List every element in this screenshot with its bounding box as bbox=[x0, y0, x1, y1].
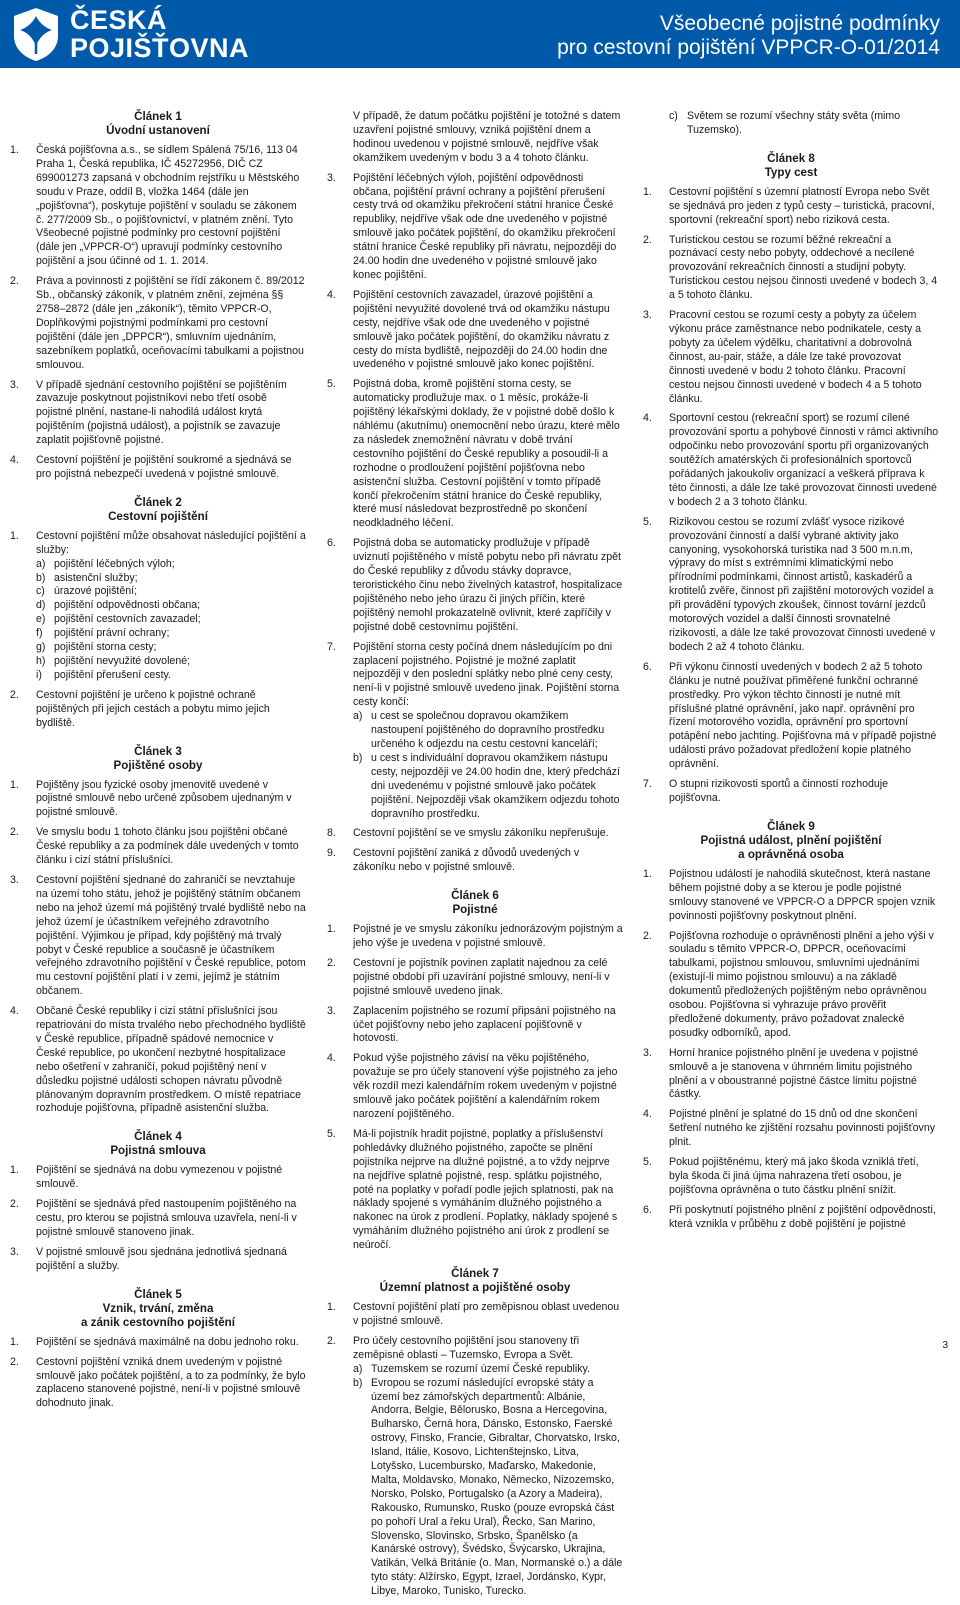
article-title: Článek 6 bbox=[451, 889, 499, 903]
article-subtitle: Pojistná smlouva bbox=[110, 1144, 206, 1158]
article-subtitle: a zánik cestovního pojištění bbox=[81, 1315, 235, 1329]
article-subtitle: Pojištěné osoby bbox=[113, 758, 203, 772]
paragraph: 3. Pracovní cestou se rozumí cesty a pobyty za účelem výkonu práce zaměstnance nebo podnikatele, cesty a pobyty za účelem výdělku, charitativní a dobrovolná činnost, au-pair, stáže, a dále lze také provozovat činnosti uvedené v bodu 2 tohoto článku. Pracovní cestou nejsou činnosti uvedené v bodech 4 a 5 tohoto článku. bbox=[643, 309, 922, 405]
paragraph: 1. Pojištěny jsou fyzické osoby jmenovitě uvedené v pojistné smlouvě nebo určené způsobem ujednaným v pojistné smlouvě. bbox=[10, 778, 292, 819]
paragraph: 1. Česká pojišťovna a.s., se sídlem Spálená 75/16, 113 04 Praha 1, Česká republika, IČ 45272956, DIČ CZ 699001273 zapsaná v obchodním rejstříku u Městského soudu v Praze, oddíl B, vložka 1464 (dále jen „pojišťovna“), poskytuje pojištění v souladu se zákonem č. 277/2009 Sb., o pojišťovnictví, v platném znění. Tyto Všeobecné pojistné podmínky pro cestovní pojištění (dále jen „VPPCR-O“) upravují podmínky cestovního pojištění a jsou účinné od 1. 1. 2014. bbox=[10, 144, 300, 268]
list-item: b) u cest s individuální dopravou okamžikem nástupu cesty, nejpozději ve 24.00 hodin dne, který předchází dni uvedenému v pojistné smlouvě jako počátek pojištění. Nejpozději však okamžikem odjezdu tohoto dopravního prostředku. bbox=[353, 751, 620, 820]
article-2-heading bbox=[10, 496, 306, 524]
paragraph: 1. Pojistné je ve smyslu zákoníku jednorázovým pojistným a jeho výše je uvedena v pojistné smlouvě. bbox=[327, 923, 623, 950]
list-item: g) pojištění storna cesty; bbox=[36, 641, 157, 654]
article-subtitle: Úvodní ustanovení bbox=[106, 124, 210, 137]
paragraph: 1. Pojištění se sjednává na dobu vymezenou v pojistné smlouvě. bbox=[10, 1164, 283, 1191]
paragraph: 1. Pojistnou událostí je nahodilá skutečnost, která nastane během pojistné doby a se kterou je podle pojistné smlouvy stanovené ve VPPCR-O a DPPCR spojen vznik povinnosti pojišťovny poskytnout plnění. bbox=[643, 867, 936, 922]
paragraph: 3. Cestovní pojištění sjednané do zahraničí se nevztahuje na území toho státu, jehož je pojištěný státním občanem nebo na jehož území má pojištěný trvalé bydliště nebo na jehož území je účastníkem veřejného zdravotního pojištění. Výjimkou je případ, kdy pojištěný má trvalý pobyt v České republice a současně je účastníkem veřejného zdravotního pojištění v České republice, potom mu cestovní pojištění platí i v zemi, jejímž je státním občanem. bbox=[10, 873, 306, 998]
article-subtitle: Územní platnost a pojištěné osoby bbox=[379, 1281, 571, 1295]
paragraph: 3. V pojistné smlouvě jsou sjednána jednotlivá sjednaná pojištění a služby. bbox=[10, 1245, 287, 1272]
paragraph: 4. Sportovní cestou (rekreační sport) se rozumí cílené provozování sportu a pohybové činnosti v rámci aktivního odpočinku nebo provozování sportu při organizovaných soutěžích amatérských či profesionálních sportovců pořádaných jakoukoliv organizací a veškerá příprava k této činnosti, a dále lze také provozovat činnosti uvedené v bodech 2 a 3 tohoto článku. bbox=[643, 412, 939, 508]
paragraph: 6. Pojistná doba se automaticky prodlužuje v případě uviznutí pojištěného v místě pobytu nebo při návratu zpět do České republiky z důvodu stávky dopravce, teroristického činu nebo živelných katastrof, hospitalizace pojištěného nebo jeho úrazu či jiných příčin, které pojištěný nemohl prokazatelně ovlivnit, které zapříčily v pojistné době cestovnímu pojištění. bbox=[327, 537, 623, 633]
paragraph: 1. Cestovní pojištění s územní platností Evropa nebo Svět se sjednává pro jeden z typů cesty – turistická, pracovní, sportovní (rekreační sport) nebo riziková cesta. bbox=[643, 185, 935, 226]
column-1 bbox=[10, 110, 306, 1417]
list-item: e) pojištění cestovních zavazadel; bbox=[36, 613, 201, 626]
paragraph: 4. Pojistné plnění je splatné do 15 dnů od dne skončení šetření nutného ke zjištění rozsahu povinnosti pojišťovny plnit. bbox=[643, 1108, 936, 1149]
paragraph: 7. Pojištění storna cesty počíná dnem následujícím po dni zaplacení pojistného. Pojistné je možné zaplatit nejpozději v den poslední splátky nebo plné ceny cesty, není-li v pojistné smlouvě uvedeno jinak. Pojištění storna cesty končí: a) u cest se společnou dopravou okamžikem nastoupení pojištěného do dopravního prostředku určeného k odjezdu na cestu cestovní kanceláří; b) u cest s individuální dopravou okamžikem nástupu cesty, nejpozději ve 24.00 hodin dne, který předchází dni uvedenému v pojistné smlouvě jako počátek pojištění. Nejpozději však okamžikem odjezdu tohoto dopravního prostředku. bbox=[327, 641, 623, 822]
paragraph: 3. Zaplacením pojistného se rozumí připsání pojistného na účet pojišťovny nebo jeho zaplacení pojišťovně v hotovosti. bbox=[327, 1004, 616, 1045]
list-item: c) úrazové pojištění; bbox=[36, 585, 138, 598]
article-1-heading bbox=[10, 110, 306, 138]
article-subtitle: Cestovní pojištění bbox=[108, 509, 208, 523]
logo-line-1: ČESKÁ bbox=[70, 5, 168, 35]
paragraph: 5. Má-li pojistník hradit pojistné, poplatky a příslušenství pohledávky dlužného pojistného, započte se plnění pojistníka nejprve na dlužné pojistné, a to vždy nejprve na nejdříve splatné pojistné, resp. splátku pojistného, poté na poplatky v pořadí podle jejich splatnosti, pak na náklady spojené s vymáháním dlužného pojistného a nakonec na úrok z prodlení. Poplatky, náklady spojené s vymáháním dlužného pojistného ani úrok z prodlení se neúročí. bbox=[327, 1127, 618, 1252]
paragraph: 7. O stupni rizikovosti sportů a činností rozhoduje pojišťovna. bbox=[643, 778, 889, 804]
column-2 bbox=[327, 110, 623, 1605]
list-item: f) pojištění právní ochrany; bbox=[36, 627, 170, 640]
paragraph: 1. Pojištění se sjednává maximálně na dobu jednoho roku. bbox=[10, 1335, 299, 1348]
paragraph: 2. Pro účely cestovního pojištění jsou stanoveny tři zeměpisné oblasti – Tuzemsko, Evropa a Svět. a) Tuzemskem se rozumí území České republiky. b) Evropou se rozumí následující evropské státy a území bez zámořských departmentů: Albánie, Andorra, Belgie, Bělorusko, Bosna a Hercegovina, Bulharsko, Černá hora, Dánsko, Estonsko, Faerské ostrovy, Finsko, Francie, Gibraltar, Chorvatsko, Irsko, Island, Itálie, Kosovo, Lichtenštejnsko, Litva, Lotyšsko, Lucembursko, Maďarsko, Makedonie, Malta, Moldavsko, Monako, Německo, Nizozemsko, Norsko, Polsko, Portugalsko (a Azory a Madeira), Rakousko, Rumunsko, Rusko (pouze evropská část po pohoří Ural a řeku Ural), Řecko, San Marino, Slovensko, Slovinsko, Srbsko, Španělsko (a Kanárské ostrovy), Švédsko, Švýcarsko, Ukrajina, Vatikán, Velká Británie (o. Man, Normanské o.) a dále tyto státy: Alžírsko, Egypt, Izrael, Jordánsko, Kypr, Libye, Maroko, Tunisko, Turecko. bbox=[327, 1334, 623, 1598]
paragraph: 2. Práva a povinnosti z pojištění se řídí zákonem č. 89/2012 Sb., občanský zákoník, v platném znění, zejména §§ 2758–2872 (dále jen „zákoník“), těmito VPPCR-O, Doplňkovými pojistnými podmínkami pro cestovní pojištění (dále jen „DPPCR“), smluvním ujednáním, sazebníkem poplatků, oceňovacími tabulkami a pojistnou smlouvou. bbox=[10, 275, 305, 371]
article-7-heading bbox=[327, 1267, 623, 1295]
article-subtitle: a oprávněná osoba bbox=[738, 847, 844, 861]
article-3-heading bbox=[10, 745, 306, 773]
paragraph: 4. Pojištění cestovních zavazadel, úrazové pojištění a pojištění nevyužité dovolené trvá od okamžiku nástupu cesty, nejdříve však ode dne uvedeného v pojistné smlouvě jako počátek pojištění, do okamžiku návratu z cesty do místa bydliště, nejpozději do 24.00 hodin dne uvedeného v pojistné smlouvě jako konec pojištění. bbox=[327, 288, 610, 371]
article-4-heading bbox=[10, 1130, 306, 1158]
header-bar bbox=[0, 0, 960, 68]
paragraph: 9. Cestovní pojištění zaniká z důvodů uvedených v zákoníku nebo v pojistné smlouvě. bbox=[327, 847, 580, 874]
list-item: d) pojištění odpovědnosti občana; bbox=[36, 599, 201, 612]
article-subtitle: Pojistné bbox=[452, 903, 498, 917]
article-8-heading bbox=[643, 152, 939, 180]
article-subtitle: Typy cest bbox=[764, 165, 818, 179]
company-logo bbox=[10, 4, 248, 64]
article-subtitle: Vznik, trvání, změna bbox=[102, 1301, 214, 1315]
paragraph: 2. Ve smyslu bodu 1 tohoto článku jsou pojištěni občané České republiky a za podmínek dále uvedených v tomto článku i cizí státní příslušníci. bbox=[10, 826, 299, 867]
paragraph: 1. Cestovní pojištění může obsahovat následující pojištění a služby: a) pojištění léčebných výloh; b) asistenční služby; c) úrazové pojištění; d) pojištění odpovědnosti občana; e) pojištění cestovních zavazadel; f) pojištění právní ochrany; g) pojištění storna cesty; h) pojištění nevyužité dovolené; i) pojištění přerušení cesty. bbox=[10, 529, 306, 681]
document-title-line-2: pro cestovní pojištění VPPCR-O-01/2014 bbox=[557, 36, 940, 59]
paragraph: 2. Cestovní pojištění je určeno k pojistné ochraně pojištěných při jejich cestách a pobytu mimo jejich bydliště. bbox=[10, 688, 270, 729]
article-title: Článek 5 bbox=[134, 1287, 182, 1301]
paragraph: 6. Při výkonu činností uvedených v bodech 2 až 5 tohoto článku je nutné používat přiměřené funkční ochranné prostředky. Pro výkon těchto činností je nutné mít příslušné platné oprávnění, jako např. oprávnění pro řízení motorového vozidla, oprávnění pro sportovní potápění nebo jachting. Pojišťovna má v případě pojistné události právo požadovat předložení kopie platného oprávnění. bbox=[643, 660, 937, 771]
article-title: Článek 2 bbox=[134, 495, 182, 509]
paragraph: 2. Cestovní pojištění vzniká dnem uvedeným v pojistné smlouvě jako počátek pojištění, a to za podmínky, že bylo zaplaceno stanovené pojistné, není-li v pojistné smlouvě dohodnuto jinak. bbox=[10, 1355, 306, 1410]
paragraph: 5. Pokud pojištěnému, který má jako škoda vzniklá třetí, byla škoda či jiná újma nahrazena třetí osobou, je pojišťovna oprávněna o tuto částku plnění snížit. bbox=[643, 1156, 919, 1196]
article-subtitle: Pojistná událost, plnění pojištění bbox=[700, 833, 882, 847]
paragraph: 4. Cestovní pojištění je pojištění soukromé a sjednává se pro pojistná nebezpečí uvedená v pojistné smlouvě. bbox=[10, 454, 292, 480]
paragraph: 3. Pojištění léčebných výloh, pojištění odpovědnosti občana, pojištění právní ochrany a pojištění přerušení cesty trvá od okamžiku překročení státní hranice České republiky, nejdříve však ode dne uvedeného v pojistné smlouvě jako počátek pojištění, do okamžiku překročení státní hranice České republiky při návratu, nejpozději do 24.00 hodin dne uvedeného v pojistné smlouvě jako konec pojištění. bbox=[327, 171, 617, 281]
paragraph: 5. Rizikovou cestou se rozumí zvlášť vysoce rizikové provozování činností a další vybrané aktivity jako canyoning, vysokohorská turistika nad 3 500 m.n.m, výpravy do míst s extrémními klimatickými nebo přírodními podmínkami, činnost artistů, kaskadérů a krotitelů zvěře, činnost při zajištění motorových vozidel a při provádění typových zkoušek, činnost tovární jezdců motorových vozidel a další činnosti srovnatelné rizikovosti, a dále lze také provozovat činnosti uvedené v bodech 2 až 4 tohoto článku. bbox=[643, 515, 936, 653]
paragraph: V případě, že datum počátku pojištění je totožné s datem uzavření pojistné smlouvy, vzniká pojištění dnem a hodinou uvedenou v pojistné smlouvě, nejdříve však okamžikem uvedeným v bodu 3 a 4 tohoto článku. bbox=[353, 110, 621, 164]
article-6-heading bbox=[327, 889, 623, 917]
document-title bbox=[557, 12, 940, 60]
list-item: a) pojištění léčebných výloh; bbox=[36, 557, 175, 570]
column-3 bbox=[643, 110, 939, 1238]
article-title: Článek 3 bbox=[134, 744, 182, 758]
article-9-heading bbox=[643, 820, 939, 862]
logo-wordmark bbox=[70, 6, 249, 62]
document-title-line-1: Všeobecné pojistné podmínky bbox=[659, 12, 940, 35]
shield-logo-icon bbox=[10, 6, 62, 62]
paragraph: 3. V případě sjednání cestovního pojištění se pojištěním zavazuje poskytnout pojistníkovi nebo třetí osobě pojistné plnění, nastane-li nahodilá událost krytá pojištěním (pojistná událost), a pojistník se zavazuje zaplatit pojišťovně pojistné. bbox=[10, 378, 287, 447]
paragraph: 1. Cestovní pojištění platí pro zeměpisnou oblast uvedenou v pojistné smlouvě. bbox=[327, 1301, 620, 1327]
paragraph bbox=[643, 110, 939, 138]
paragraph: 3. Horní hranice pojistného plnění je uvedena v pojistné smlouvě a je stanovena v úhrnném limitu pojistného plnění a v oboustranné pojistné částce limitu pojistné částky. bbox=[643, 1046, 919, 1101]
article-title: Článek 1 bbox=[134, 110, 182, 123]
page-number: 3 bbox=[942, 1340, 948, 1351]
article-title: Článek 7 bbox=[451, 1267, 499, 1281]
list-item: b) Evropou se rozumí následující evropské státy a území bez zámořských departmentů: Albánie, Andorra, Belgie, Bělorusko, Bosna a Hercegovina, Bulharsko, Černá hora, Dánsko, Estonsko, Faerské ostrovy, Finsko, Francie, Gibraltar, Chorvatsko, Irsko, Island, Itálie, Kosovo, Lichtenštejnsko, Litva, Lotyšsko, Lucembursko, Maďarsko, Makedonie, Malta, Moldavsko, Monako, Německo, Nizozemsko, Norsko, Polsko, Portugalsko (a Azory a Madeira), Rakousko, Rumunsko, Rusko (pouze evropská část po pohoří Ural a řeku Ural), Řecko, San Marino, Slovensko, Slovinsko, Srbsko, Španělsko (a Kanárské ostrovy), Švédsko, Švýcarsko, Ukrajina, Vatikán, Velká Británie (o. Man, Normanské o.) a dále tyto státy: Alžírsko, Egypt, Izrael, Jordánsko, Kypr, Libye, Maroko, Tunisko, Turecko. bbox=[353, 1376, 623, 1598]
paragraph: 2. Pojištění se sjednává před nastoupením pojištěného na cestu, pro kterou se pojistná smlouva uzavřela, není-li v pojistné smlouvě stanoveno jinak. bbox=[10, 1198, 297, 1238]
list-item: c) Světem se rozumí všechny státy světa (mimo Tuzemsko). bbox=[669, 110, 901, 136]
article-title: Článek 8 bbox=[767, 151, 815, 165]
list-item: i) pojištění přerušení cesty. bbox=[36, 668, 171, 681]
paragraph: 5. Pojistná doba, kromě pojištění storna cesty, se automaticky prodlužuje max. o 1 měsíc, prokáže-li pojištěný lékařskými doklady, že v pojistné době došlo k náhlému (akutnímu) onemocnění nebo úrazu, které mělo za následek znemožnění návratu v době trvání cestovního pojištění do České republiky a posoudil-li a rozhodne o prodloužení pojištění pojišťovna nebo asistenční služba. Cestovní pojištění v tomto případě končí překročením státní hranice do České republiky, které musí následovat bezprostředně po skončení neodkladného léčení. bbox=[327, 378, 620, 530]
list-item: a) u cest se společnou dopravou okamžikem nastoupení pojištěného do dopravního prostředku určeného k odjezdu na cestu cestovní kanceláří; bbox=[353, 710, 605, 750]
paragraph: 4. Občané České republiky i cizí státní příslušníci jsou repatriováni do místa trvalého nebo přechodného bydliště v České republice, případně spádové nemocnice v České republice, po ukončení nezbytné hospitalizace nebo ošetření v zahraničí, pokud pojištěný není v důsledku pojistné události schopen návratu původně plánovaným dopravním prostředkem. O místě repatriace rozhoduje pojišťovna, případně asistenční služba. bbox=[10, 1005, 306, 1115]
article-5-heading bbox=[10, 1288, 306, 1330]
paragraph: 2. Turistickou cestou se rozumí běžné rekreační a poznávací cesty nebo pobyty, oddechové a necílené provozování rekreačních činností a studijní pobyty. Turistickou cestou nejsou činnosti uvedené v bodech 3, 4 a 5 tohoto článku. bbox=[643, 233, 938, 302]
paragraph: 8. Cestovní pojištění se ve smyslu zákoníku nepřerušuje. bbox=[327, 827, 609, 840]
paragraph: 6. Při poskytnutí pojistného plnění z pojištění odpovědnosti, která vznikla v průběhu z době pojištění je pojistné bbox=[643, 1203, 936, 1230]
article-title: Článek 4 bbox=[134, 1130, 182, 1144]
list-item: a) Tuzemskem se rozumí území České republiky. bbox=[353, 1362, 591, 1375]
paragraph: 4. Pokud výše pojistného závisí na věku pojištěného, považuje se pro účely stanovení výše pojistného za jeho věk rozdíl mezi kalendářním rokem uvedeným v pojistné smlouvě jako počátek pojištění a kalendářním rokem narození pojištěného. bbox=[327, 1052, 618, 1120]
paragraph: 2. Cestovní je pojistník povinen zaplatit najednou za celé pojistné období při uzavírání pojistné smlouvy, není-li v pojistné smlouvě uvedeno jinak. bbox=[327, 956, 610, 997]
article-title: Článek 9 bbox=[767, 819, 815, 833]
logo-line-2: POJIŠŤOVNA bbox=[70, 33, 250, 63]
list-item: b) asistenční služby; bbox=[36, 571, 138, 584]
paragraph: 2. Pojišťovna rozhoduje o oprávněnosti plnění a jeho výši v souladu s těmito VPPCR-O, DPPCR, oceňovacími tabulkami, pojistnou smlouvou, smluvními ujednáními (existují-li mimo pojistnou smlouvu) a na základě dokumentů předložených pojištěným nebo oprávněnou osobou. Pojišťovna si vyhrazuje právo prověřit předložené dokumenty, právo požadovat znalecké posudky odborníků, apod. bbox=[643, 929, 934, 1039]
list-item: h) pojištění nevyužité dovolené; bbox=[36, 655, 191, 667]
